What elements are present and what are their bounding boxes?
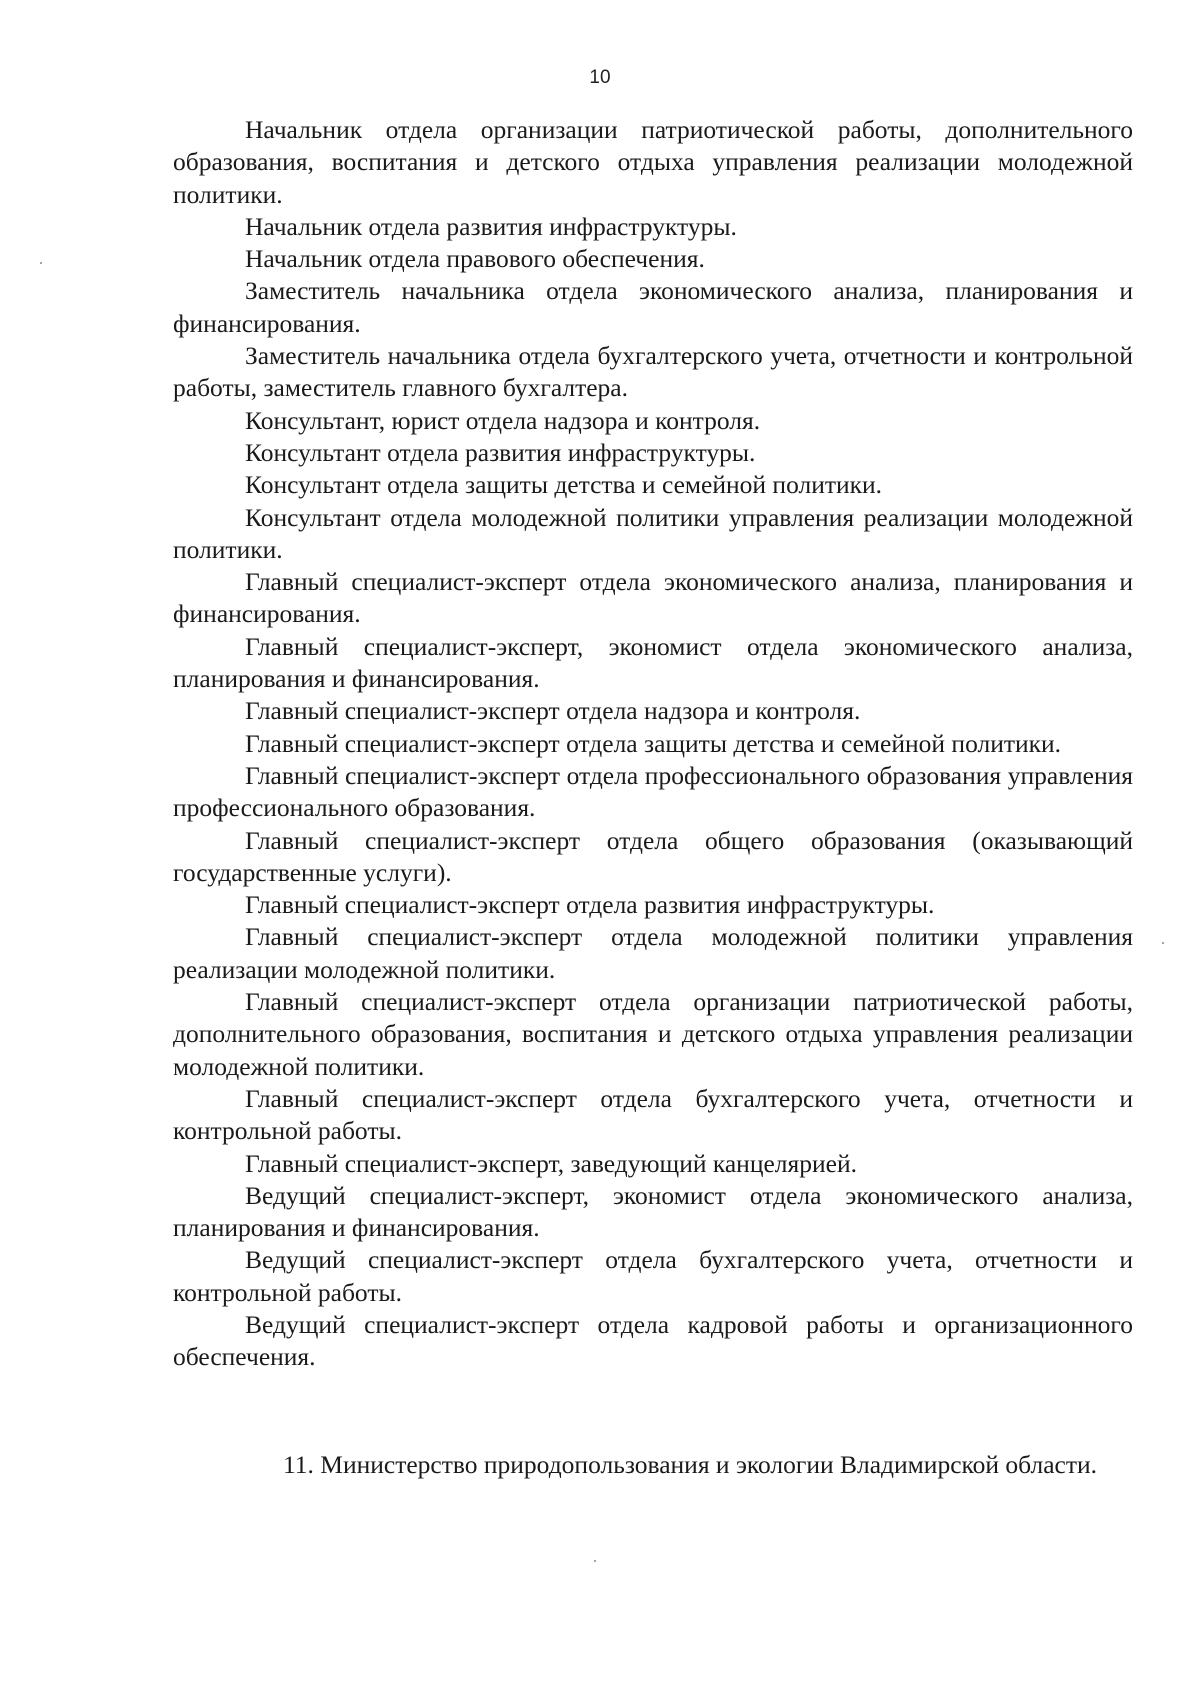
scan-speck bbox=[40, 262, 42, 264]
position-paragraph: Главный специалист-эксперт отдела молодежной политики управления реализации молодежной политики. bbox=[173, 922, 1133, 984]
section-heading: 11. Министерство природопользования и экологии Владимирской области. bbox=[282, 1450, 1098, 1479]
position-paragraph: Главный специалист-эксперт отдела экономического анализа, планирования и финансирования. bbox=[173, 567, 1133, 629]
position-paragraph: Главный специалист-эксперт, заведующий канцелярией. bbox=[245, 1148, 857, 1178]
position-paragraph: Начальник отдела правового обеспечения. bbox=[245, 244, 705, 274]
position-paragraph: Заместитель начальника отдела экономического анализа, планирования и финансирования. bbox=[173, 276, 1133, 338]
position-paragraph: Главный специалист-эксперт отдела развития инфраструктуры. bbox=[245, 890, 935, 920]
position-paragraph: Консультант отдела молодежной политики управления реализации молодежной политики. bbox=[173, 502, 1133, 564]
position-paragraph: Консультант отдела защиты детства и семейной политики. bbox=[245, 470, 883, 500]
page-number: 10 bbox=[589, 67, 611, 88]
scan-speck bbox=[1162, 942, 1164, 944]
position-paragraph: Ведущий специалист-эксперт, экономист отдела экономического анализа, планирования и финансирования. bbox=[173, 1180, 1133, 1243]
position-paragraph: Ведущий специалист-эксперт отдела бухгалтерского учета, отчетности и контрольной работы. bbox=[173, 1245, 1133, 1307]
scan-speck bbox=[594, 1560, 596, 1562]
position-paragraph: Главный специалист-эксперт, экономист отдела экономического анализа, планирования и финансирования. bbox=[173, 631, 1133, 694]
position-paragraph: Главный специалист-эксперт отдела профессионального образования управления профессионального образования. bbox=[173, 760, 1133, 823]
position-paragraph: Главный специалист-эксперт отдела бухгалтерского учета, отчетности и контрольной работы. bbox=[173, 1083, 1133, 1146]
position-paragraph: Начальник отдела развития инфраструктуры. bbox=[245, 211, 737, 241]
position-paragraph: Начальник отдела организации патриотической работы, дополнительного образования, воспитания и детского отдыха управления реализации молодежной политики. bbox=[173, 115, 1133, 209]
position-paragraph: Главный специалист-эксперт отдела надзора и контроля. bbox=[245, 696, 861, 726]
position-paragraph: Консультант, юрист отдела надзора и контроля. bbox=[245, 405, 761, 435]
position-paragraph: Заместитель начальника отдела бухгалтерского учета, отчетности и контрольной работы, заместитель главного бухгалтера. bbox=[173, 341, 1133, 403]
position-list bbox=[173, 114, 1133, 1374]
position-paragraph: Главный специалист-эксперт отдела общего образования (оказывающий государственные услуги). bbox=[173, 825, 1133, 887]
position-paragraph: Ведущий специалист-эксперт отдела кадровой работы и организационного обеспечения. bbox=[173, 1309, 1133, 1372]
position-paragraph: Главный специалист-эксперт отдела организации патриотической работы, дополнительного образования, воспитания и детского отдыха управления реализации молодежной политики. bbox=[173, 987, 1133, 1081]
position-paragraph: Главный специалист-эксперт отдела защиты детства и семейной политики. bbox=[245, 728, 1062, 758]
position-paragraph: Консультант отдела развития инфраструктуры. bbox=[245, 437, 756, 467]
